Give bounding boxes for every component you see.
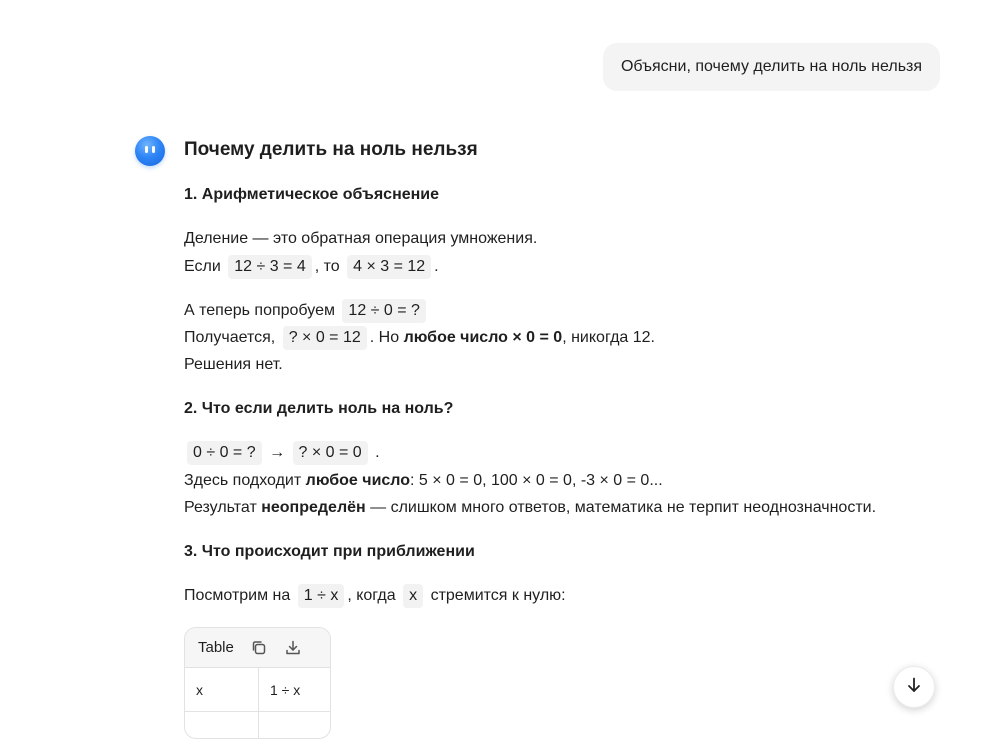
avatar-eye-left — [145, 146, 148, 153]
never-text: , никогда 12. — [562, 329, 655, 346]
section1-paragraph-1 — [184, 227, 537, 251]
table-cell: x — [185, 668, 259, 711]
then-text: , то — [314, 258, 340, 275]
try-prefix: А теперь попробуем — [184, 302, 335, 319]
section2-heading: 2. Что если делить ноль на ноль? — [184, 400, 454, 417]
table-row — [185, 712, 330, 739]
arrow-text: → — [269, 444, 286, 461]
section1-heading: 1. Арифметическое объяснение — [184, 186, 440, 203]
bold-text: любое число × 0 = 0 — [403, 329, 563, 346]
table-cell: 1 ÷ x — [270, 681, 301, 698]
here-prefix: Здесь подходит — [184, 472, 302, 489]
section1-paragraph-3 — [184, 299, 429, 323]
section1-p1-text: Деление — это обратная операция умножения. — [184, 230, 538, 247]
table-header-bar — [185, 628, 330, 668]
user-message-bubble — [603, 43, 940, 91]
look-prefix: Посмотрим на — [184, 587, 291, 604]
assistant-avatar-icon — [135, 136, 165, 166]
table-card — [184, 627, 331, 739]
inline-code: 0 ÷ 0 = ? — [187, 441, 262, 465]
inline-code: 1 ÷ x — [298, 584, 345, 608]
period: . — [375, 444, 380, 461]
section1-paragraph-2 — [184, 255, 439, 279]
period: . — [434, 258, 439, 275]
but-text: . Но — [369, 329, 400, 346]
scroll-to-bottom-button[interactable] — [893, 666, 935, 708]
examples-text: : 5 × 0 = 0, 100 × 0 = 0, -3 × 0 = 0... — [410, 472, 663, 489]
bold-text: неопределён — [261, 499, 366, 516]
when-text: , когда — [347, 587, 396, 604]
table-row — [185, 668, 330, 712]
if-prefix: Если — [184, 258, 221, 275]
no-solution-text: Решения нет. — [184, 356, 283, 373]
section2-paragraph-1 — [184, 441, 380, 465]
inline-code: ? × 0 = 12 — [283, 326, 367, 350]
turns-prefix: Получается, — [184, 329, 276, 346]
table-label: Table — [198, 639, 234, 656]
result-suffix: — слишком много ответов, математика не терпит неоднозначности. — [370, 499, 877, 516]
section3-heading: 3. Что происходит при приближении — [184, 543, 475, 560]
inline-code: x — [403, 584, 423, 608]
result-prefix: Результат — [184, 499, 257, 516]
tends-text: стремится к нулю: — [430, 587, 566, 604]
table-cell — [259, 712, 330, 739]
inline-code: 12 ÷ 3 = 4 — [228, 255, 312, 279]
inline-code: ? × 0 = 0 — [293, 441, 368, 465]
section2-paragraph-3 — [184, 496, 876, 520]
section3-paragraph-1 — [184, 584, 566, 608]
section2-paragraph-2 — [184, 469, 663, 493]
arrow-down-icon — [905, 676, 923, 699]
copy-icon[interactable] — [250, 639, 268, 657]
table-cell — [185, 712, 259, 739]
section1-paragraph-4 — [184, 326, 655, 350]
download-icon[interactable] — [284, 639, 302, 657]
inline-code: 4 × 3 = 12 — [347, 255, 431, 279]
inline-code: 12 ÷ 0 = ? — [342, 299, 426, 323]
avatar-eye-right — [152, 146, 155, 153]
section1-paragraph-5 — [184, 353, 283, 377]
bold-text: любое число — [305, 472, 411, 489]
answer-title: Почему делить на ноль нельзя — [184, 139, 478, 160]
user-message-text: Объясни, почему делить на ноль нельзя — [620, 58, 923, 75]
